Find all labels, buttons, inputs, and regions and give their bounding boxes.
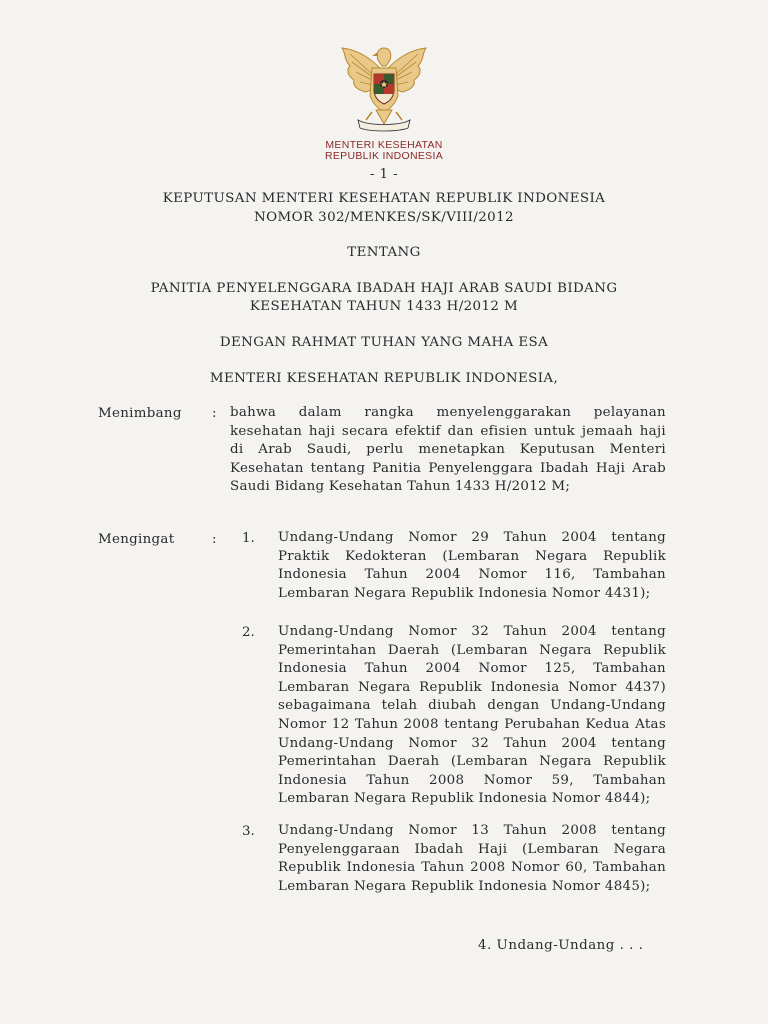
mengingat-colon: : [212, 532, 217, 547]
list-item-number: 1. [242, 531, 255, 546]
ministry-line-2: REPUBLIK INDONESIA [324, 150, 443, 162]
rahmat-line: DENGAN RAHMAT TUHAN YANG MAHA ESA [219, 335, 549, 350]
list-item-text: Undang-Undang Nomor 29 Tahun 2004 tentang Praktik Kedokteran (Lembaran Negara Republik Indonesia Tahun 2004 Nomor 116, Tambahan Lembaran Negara Republik Indonesia Nomor 4431); [278, 530, 666, 601]
page-number: - 1 - [369, 167, 399, 182]
menimbang-colon: : [212, 406, 217, 421]
mengingat-label: Mengingat [98, 532, 175, 547]
list-item-number: 2. [242, 625, 255, 640]
ministry-line-1: MENTERI KESEHATAN [325, 139, 443, 151]
tentang-heading: TENTANG [347, 245, 421, 260]
decree-title: KEPUTUSAN MENTERI KESEHATAN REPUBLIK INDONESIA [162, 191, 606, 206]
list-item-number: 3. [242, 824, 255, 839]
menimbang-text: bahwa dalam rangka menyelenggarakan pelayanan kesehatan haji secara efektif dan efisien untuk jemaah haji di Arab Saudi, perlu menetapkan Keputusan Menteri Kesehatan tentang Panitia Penyelenggara Ibadah Haji Arab Saudi Bidang Kesehatan Tahun 1433 H/2012 M; [230, 405, 666, 495]
subject-line-2: KESEHATAN TAHUN 1433 H/2012 M [249, 299, 519, 314]
menimbang-label: Menimbang [98, 406, 182, 421]
list-item-text: Undang-Undang Nomor 32 Tahun 2004 tentang Pemerintahan Daerah (Lembaran Negara Republik Indonesia Tahun 2004 Nomor 125, Tambahan Lembaran Negara Republik Indonesia Nomor 4437) sebagaimana telah diubah dengan Undang-Undang Nomor 12 Tahun 2008 tentang Perubahan Kedua Atas Undang-Undang Nomor 32 Tahun 2004 tentang Pemerintahan Daerah (Lembaran Negara Republik Indonesia Tahun 2008 Nomor 59, Tambahan Lembaran Negara Republik Indonesia Nomor 4844); [278, 624, 666, 807]
decree-number: NOMOR 302/MENKES/SK/VIII/2012 [254, 210, 514, 225]
subject-line-1: PANITIA PENYELENGGARA IBADAH HAJI ARAB SAUDI BIDANG [150, 281, 618, 296]
continuation-note: 4. Undang-Undang . . . [478, 938, 644, 953]
menteri-line: MENTERI KESEHATAN REPUBLIK INDONESIA, [209, 371, 559, 386]
garuda-emblem-icon [332, 40, 436, 136]
list-item-text: Undang-Undang Nomor 13 Tahun 2008 tentang Penyelenggaraan Ibadah Haji (Lembaran Negara Republik Indonesia Tahun 2008 Nomor 60, Tambahan Lembaran Negara Republik Indonesia Nomor 4845); [278, 823, 666, 894]
